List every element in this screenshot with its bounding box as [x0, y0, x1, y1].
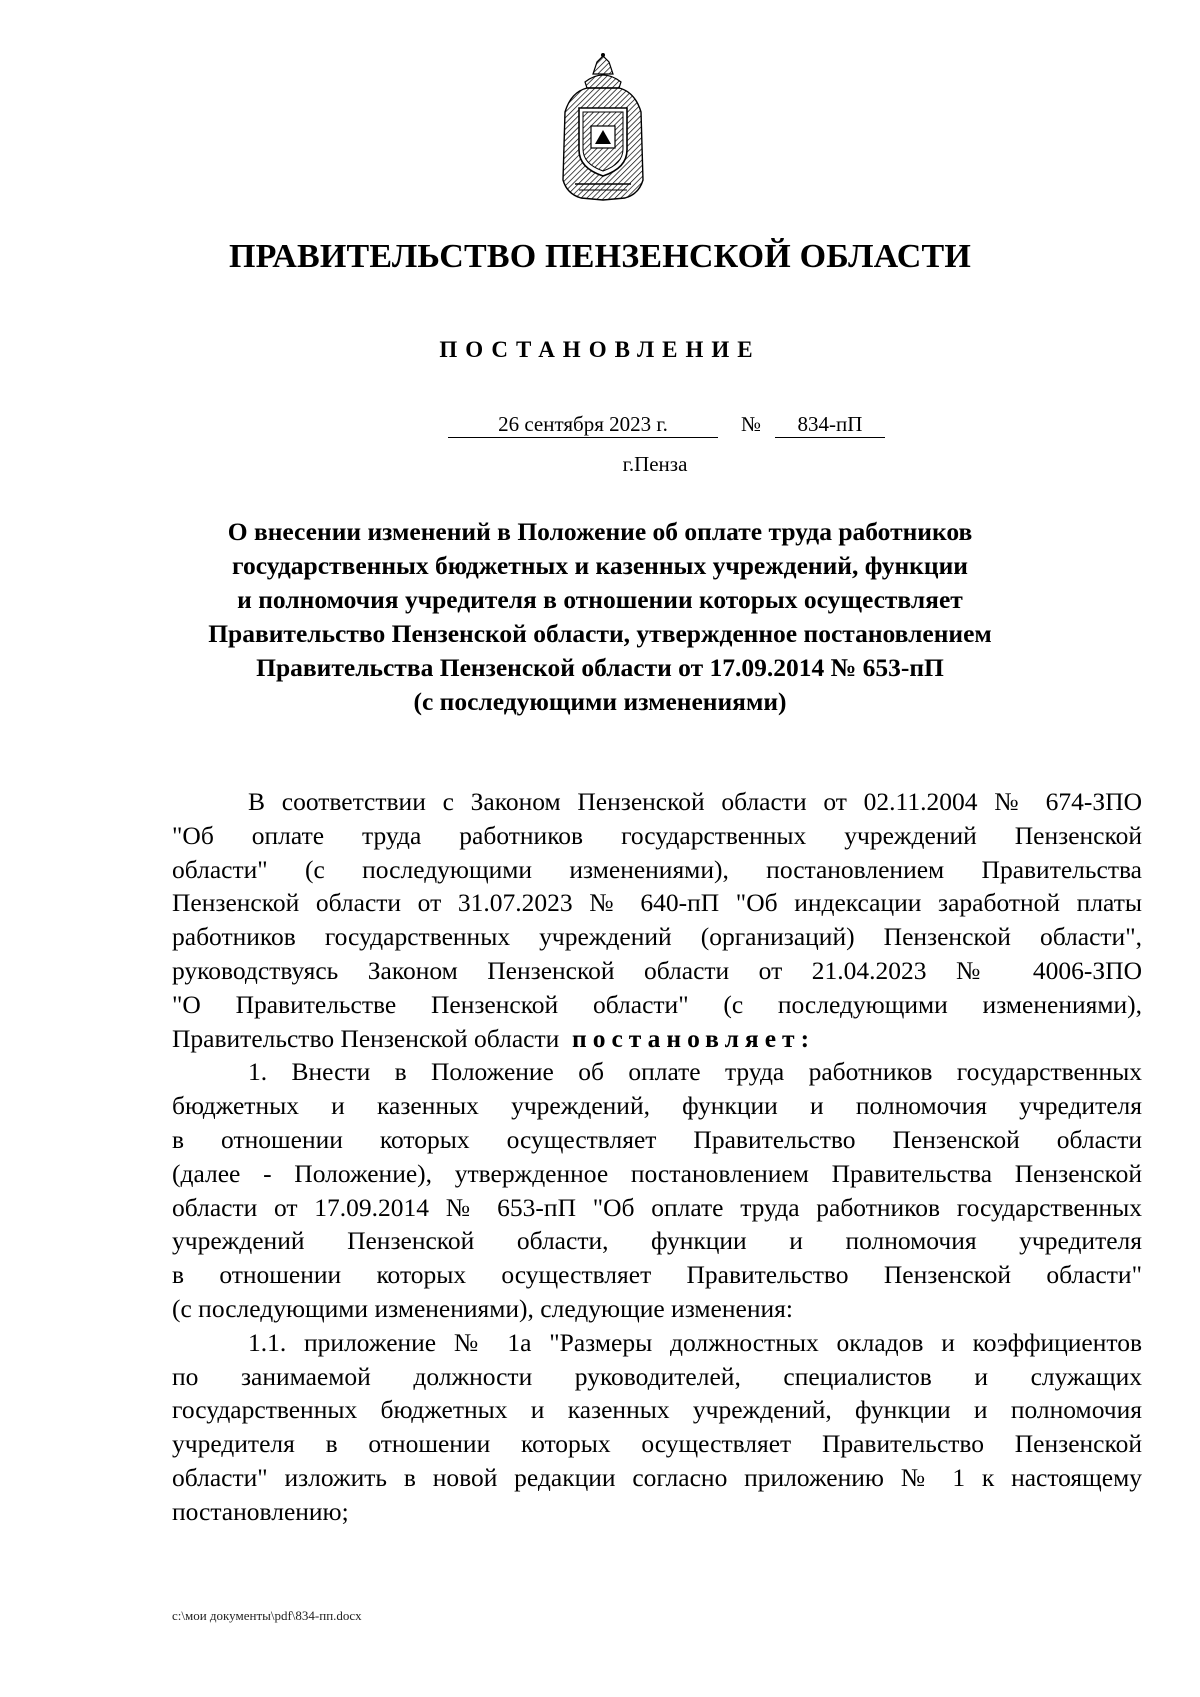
body-line: государственных бюджетных и казенных учреждений, функции и полномочия: [172, 1395, 1142, 1425]
document-heading: [160, 515, 1040, 719]
body-line-resolves: [172, 1022, 1142, 1056]
document-body: [172, 785, 1142, 1529]
body-line: "Об оплате труда работников государственных учреждений Пензенской: [172, 820, 1142, 850]
body-line: (с последующими изменениями), следующие изменения:: [172, 1293, 793, 1323]
body-line: "О Правительстве Пензенской области" (с последующими изменениями),: [172, 989, 1142, 1019]
body-line: 1.1. приложение № 1а "Размеры должностных окладов и коэффициентов: [248, 1327, 1142, 1357]
body-line: учреждений Пензенской области, функции и полномочия учредителя: [172, 1226, 1142, 1256]
body-line: работников государственных учреждений (организаций) Пензенской области",: [172, 922, 1142, 952]
body-line: руководствуясь Законом Пензенской области от 21.04.2023 № 4006-ЗПО: [172, 955, 1142, 985]
file-path-footer: c:\мои документы\pdf\834-пп.docx: [172, 1608, 362, 1623]
body-line: области" изложить в новой редакции согласно приложению № 1 к настоящему: [172, 1462, 1142, 1492]
number-sign: №: [741, 412, 762, 436]
body-line: в отношении которых осуществляет Правительство Пензенской области": [172, 1260, 1142, 1290]
body-line: учредителя в отношении которых осуществляет Правительство Пензенской: [172, 1429, 1142, 1459]
document-type: ПОСТАНОВЛЕНИЕ: [439, 337, 761, 362]
body-line: постановлению;: [172, 1496, 349, 1526]
body-line: в отношении которых осуществляет Правительство Пензенской области: [172, 1124, 1142, 1154]
city: г.Пенза: [622, 452, 688, 476]
government-title: ПРАВИТЕЛЬСТВО ПЕНЗЕНСКОЙ ОБЛАСТИ: [228, 238, 971, 275]
heading-line: и полномочия учредителя в отношении которых осуществляет: [237, 585, 963, 614]
heading-line: Правительства Пензенской области от 17.09.2014 № 653-пП: [256, 653, 944, 682]
body-line: бюджетных и казенных учреждений, функции и полномочия учредителя: [172, 1091, 1142, 1121]
body-line: Пензенской области от 31.07.2023 № 640-пП "Об индексации заработной платы: [172, 888, 1142, 918]
body-line: В соответствии с Законом Пензенской области от 02.11.2004 № 674-ЗПО: [248, 787, 1142, 816]
document-number: 834-пП: [775, 411, 885, 438]
heading-line: О внесении изменений в Положение об оплате труда работников: [227, 517, 973, 546]
body-line: (далее - Положение), утвержденное постановлением Правительства Пензенской: [172, 1158, 1142, 1188]
body-line: области от 17.09.2014 № 653-пП "Об оплате труда работников государственных: [172, 1192, 1142, 1222]
document-date: 26 сентября 2023 г.: [448, 411, 718, 438]
coat-of-arms-emblem: [557, 52, 649, 202]
heading-line: Правительство Пензенской области, утвержденное постановлением: [208, 619, 992, 648]
body-line: Правительство Пензенской области: [172, 1023, 560, 1053]
resolves-keyword: постановляет:: [572, 1023, 816, 1053]
heading-line: (с последующими изменениями): [413, 687, 787, 716]
body-line: области" (с последующими изменениями), постановлением Правительства: [172, 854, 1142, 884]
heading-line: государственных бюджетных и казенных учреждений, функции: [232, 551, 968, 580]
body-line: по занимаемой должности руководителей, специалистов и служащих: [172, 1361, 1142, 1391]
body-line: 1. Внести в Положение об оплате труда работников государственных: [248, 1057, 1142, 1087]
